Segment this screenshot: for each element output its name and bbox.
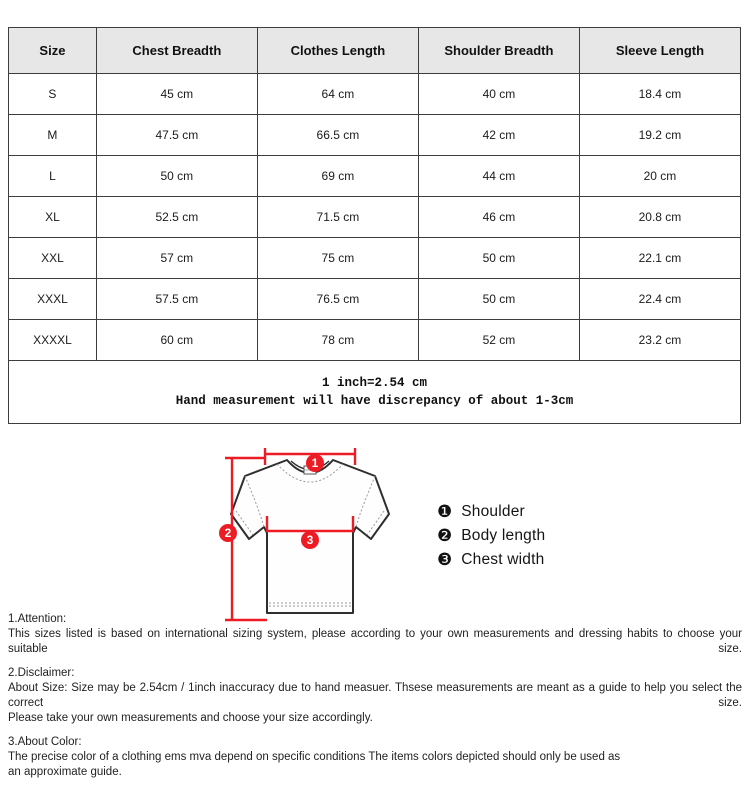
cell-shoulder: 42 cm bbox=[418, 115, 579, 156]
cell-chest: 50 cm bbox=[96, 156, 257, 197]
cell-length: 66.5 cm bbox=[257, 115, 418, 156]
cell-length: 78 cm bbox=[257, 320, 418, 361]
attention-body: This sizes listed is based on international sizing system, please according to your own measurements and dressing habits to choose your suitable size. bbox=[8, 628, 742, 655]
table-row bbox=[9, 74, 741, 115]
cell-sleeve: 20 cm bbox=[579, 156, 740, 197]
about-color-line-2: an approximate guide. bbox=[8, 766, 122, 778]
attention-title: 1.Attention: bbox=[8, 613, 67, 625]
circled-3-icon: ❸ bbox=[437, 550, 453, 569]
cell-length: 71.5 cm bbox=[257, 197, 418, 238]
table-row bbox=[9, 320, 741, 361]
cell-sleeve: 22.4 cm bbox=[579, 279, 740, 320]
circled-1-icon: ❶ bbox=[437, 502, 453, 521]
circled-2-icon: ❷ bbox=[437, 526, 453, 545]
legend-label: Shoulder bbox=[461, 502, 525, 520]
disclaimer-title: 2.Disclaimer: bbox=[8, 667, 75, 679]
attention-paragraph bbox=[8, 612, 742, 657]
cell-length: 69 cm bbox=[257, 156, 418, 197]
cell-shoulder: 40 cm bbox=[418, 74, 579, 115]
cell-length: 76.5 cm bbox=[257, 279, 418, 320]
legend-label: Body length bbox=[461, 526, 546, 544]
cell-length: 75 cm bbox=[257, 238, 418, 279]
note-measurement-discrepancy: Hand measurement will have discrepancy of about 1-3cm bbox=[175, 394, 574, 408]
notes-section bbox=[8, 612, 742, 789]
legend-item-body-length bbox=[437, 527, 545, 544]
cell-sleeve: 20.8 cm bbox=[579, 197, 740, 238]
cell-chest: 57.5 cm bbox=[96, 279, 257, 320]
header-size: Size bbox=[9, 28, 97, 74]
cell-size: XXL bbox=[9, 238, 97, 279]
table-note-row bbox=[9, 361, 741, 424]
table-row bbox=[9, 197, 741, 238]
about-color-line-1: The precise color of a clothing ems mva depend on specific conditions The items colors depicted should only be used as bbox=[8, 751, 621, 763]
header-shoulder-breadth: Shoulder Breadth bbox=[418, 28, 579, 74]
cell-size: L bbox=[9, 156, 97, 197]
cell-size: S bbox=[9, 74, 97, 115]
about-color-title: 3.About Color: bbox=[8, 736, 82, 748]
cell-shoulder: 46 cm bbox=[418, 197, 579, 238]
table-row bbox=[9, 115, 741, 156]
marker-2-body-length-badge: 2 bbox=[219, 524, 237, 542]
marker-3-chest-width-badge: 3 bbox=[301, 531, 319, 549]
cell-sleeve: 23.2 cm bbox=[579, 320, 740, 361]
cell-chest: 52.5 cm bbox=[96, 197, 257, 238]
note-inch-conversion: 1 inch=2.54 cm bbox=[321, 376, 428, 390]
cell-chest: 57 cm bbox=[96, 238, 257, 279]
table-row bbox=[9, 279, 741, 320]
cell-shoulder: 44 cm bbox=[418, 156, 579, 197]
cell-sleeve: 19.2 cm bbox=[579, 115, 740, 156]
cell-sleeve: 18.4 cm bbox=[579, 74, 740, 115]
cell-size: XXXXL bbox=[9, 320, 97, 361]
cell-shoulder: 50 cm bbox=[418, 238, 579, 279]
legend-item-shoulder bbox=[437, 503, 545, 520]
size-chart-table bbox=[8, 27, 741, 424]
cell-chest: 45 cm bbox=[96, 74, 257, 115]
cell-size: XL bbox=[9, 197, 97, 238]
diagram-legend bbox=[437, 503, 545, 568]
cell-length: 64 cm bbox=[257, 74, 418, 115]
header-chest-breadth: Chest Breadth bbox=[96, 28, 257, 74]
disclaimer-paragraph bbox=[8, 666, 742, 726]
cell-sleeve: 22.1 cm bbox=[579, 238, 740, 279]
table-row bbox=[9, 238, 741, 279]
legend-item-chest-width bbox=[437, 551, 545, 568]
cell-shoulder: 52 cm bbox=[418, 320, 579, 361]
cell-chest: 60 cm bbox=[96, 320, 257, 361]
cell-chest: 47.5 cm bbox=[96, 115, 257, 156]
header-clothes-length: Clothes Length bbox=[257, 28, 418, 74]
marker-1-shoulder-badge: 1 bbox=[306, 454, 324, 472]
cell-size: XXXL bbox=[9, 279, 97, 320]
about-color-paragraph bbox=[8, 735, 742, 780]
cell-size: M bbox=[9, 115, 97, 156]
cell-shoulder: 50 cm bbox=[418, 279, 579, 320]
table-header-row bbox=[9, 28, 741, 74]
header-sleeve-length: Sleeve Length bbox=[579, 28, 740, 74]
disclaimer-line-1: About Size: Size may be 2.54cm / 1inch inaccuracy due to hand measuer. Thsese measurements are meant as a guide to help you select the correct size. bbox=[8, 682, 742, 709]
legend-label: Chest width bbox=[461, 550, 545, 568]
table-row bbox=[9, 156, 741, 197]
disclaimer-line-2: Please take your own measurements and choose your size accordingly. bbox=[8, 712, 373, 724]
